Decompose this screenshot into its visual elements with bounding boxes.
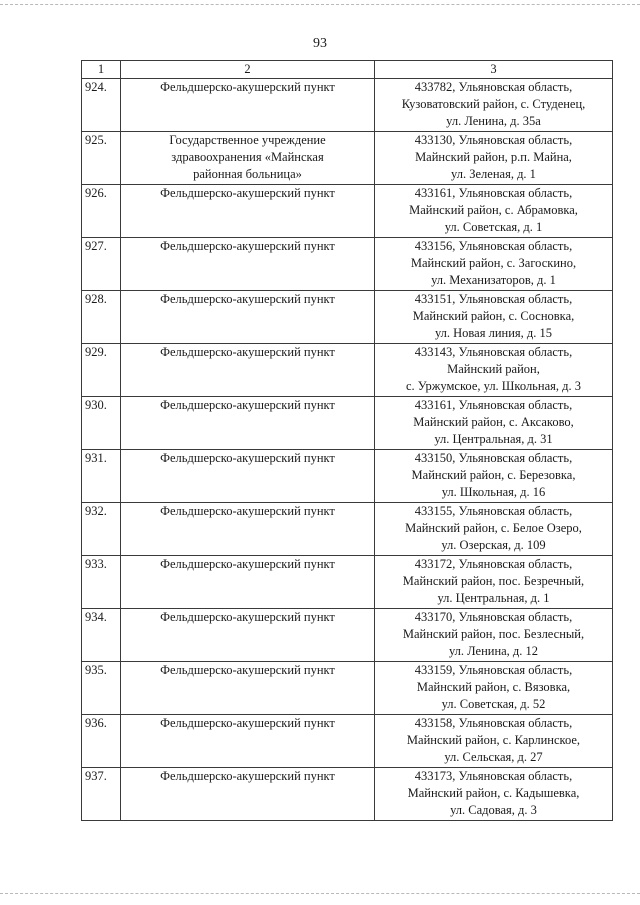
address-line: ул. Центральная, д. 31 bbox=[434, 432, 553, 446]
institution-name bbox=[121, 715, 375, 768]
column-header-name: 2 bbox=[121, 61, 375, 79]
institution-address bbox=[375, 397, 613, 450]
institution-name bbox=[121, 291, 375, 344]
institution-name-line: Фельдшерско-акушерский пункт bbox=[160, 451, 335, 465]
address-line: ул. Центральная, д. 1 bbox=[437, 591, 550, 605]
institution-address bbox=[375, 238, 613, 291]
row-number: 931. bbox=[82, 450, 121, 503]
address-line: ул. Советская, д. 52 bbox=[441, 697, 546, 711]
institution-name bbox=[121, 450, 375, 503]
address-line: 433151, Ульяновская область, bbox=[414, 292, 573, 306]
address-line: с. Уржумское, ул. Школьная, д. 3 bbox=[406, 379, 581, 393]
address-line: 433161, Ульяновская область, bbox=[414, 186, 573, 200]
address-line: ул. Зеленая, д. 1 bbox=[451, 167, 536, 181]
address-line: 433130, Ульяновская область, bbox=[414, 133, 573, 147]
address-line: Майнский район, пос. Безречный, bbox=[402, 574, 585, 588]
institution-name-line: Фельдшерско-акушерский пункт bbox=[160, 345, 335, 359]
address-line: ул. Садовая, д. 3 bbox=[450, 803, 537, 817]
row-number: 933. bbox=[82, 556, 121, 609]
institution-name-line: Фельдшерско-акушерский пункт bbox=[160, 557, 335, 571]
institution-name-line: Фельдшерско-акушерский пункт bbox=[160, 663, 335, 677]
table-row bbox=[82, 556, 613, 609]
row-number: 935. bbox=[82, 662, 121, 715]
address-line: Майнский район, с. Абрамовка, bbox=[409, 203, 578, 217]
institution-name bbox=[121, 185, 375, 238]
address-line: ул. Ленина, д. 12 bbox=[448, 644, 539, 658]
row-number: 932. bbox=[82, 503, 121, 556]
institution-address bbox=[375, 291, 613, 344]
scan-edge-top bbox=[0, 4, 640, 5]
institution-name-line: Фельдшерско-акушерский пункт bbox=[160, 398, 335, 412]
table-row bbox=[82, 185, 613, 238]
institution-name bbox=[121, 132, 375, 185]
institution-name bbox=[121, 397, 375, 450]
address-line: 433150, Ульяновская область, bbox=[414, 451, 573, 465]
address-line: ул. Школьная, д. 16 bbox=[441, 485, 546, 499]
address-line: 433170, Ульяновская область, bbox=[414, 610, 573, 624]
institution-address bbox=[375, 344, 613, 397]
institution-name-line: Фельдшерско-акушерский пункт bbox=[160, 610, 335, 624]
address-line: Майнский район, с. Кадышевка, bbox=[407, 786, 580, 800]
address-line: Майнский район, с. Вязовка, bbox=[416, 680, 571, 694]
institution-name bbox=[121, 556, 375, 609]
address-line: 433161, Ульяновская область, bbox=[414, 398, 573, 412]
institution-name bbox=[121, 609, 375, 662]
row-number: 937. bbox=[82, 768, 121, 821]
address-line: Кузоватовский район, с. Студенец, bbox=[401, 97, 586, 111]
address-line: 433173, Ульяновская область, bbox=[414, 769, 573, 783]
registry-table bbox=[81, 60, 613, 821]
address-line: ул. Сельская, д. 27 bbox=[444, 750, 543, 764]
address-line: 433159, Ульяновская область, bbox=[414, 663, 573, 677]
address-line: ул. Ленина, д. 35а bbox=[446, 114, 541, 128]
institution-name-line: здравоохранения «Майнская bbox=[171, 150, 324, 164]
column-header-number: 1 bbox=[82, 61, 121, 79]
table-row bbox=[82, 662, 613, 715]
scan-edge-bottom bbox=[0, 893, 640, 894]
address-line: 433172, Ульяновская область, bbox=[414, 557, 573, 571]
address-line: ул. Озерская, д. 109 bbox=[441, 538, 546, 552]
institution-address bbox=[375, 768, 613, 821]
row-number: 930. bbox=[82, 397, 121, 450]
institution-address bbox=[375, 79, 613, 132]
institution-address bbox=[375, 503, 613, 556]
address-line: Майнский район, с. Белое Озеро, bbox=[405, 521, 582, 535]
table-row bbox=[82, 715, 613, 768]
address-line: Майнский район, с. Березовка, bbox=[411, 468, 576, 482]
institution-name-line: Фельдшерско-акушерский пункт bbox=[160, 292, 335, 306]
address-line: 433156, Ульяновская область, bbox=[414, 239, 573, 253]
institution-name-line: Фельдшерско-акушерский пункт bbox=[160, 504, 335, 518]
address-line: 433143, Ульяновская область, bbox=[414, 345, 573, 359]
address-line: Майнский район, с. Карлинское, bbox=[406, 733, 581, 747]
institution-name-line: Государственное учреждение bbox=[169, 133, 326, 147]
institution-name-line: Фельдшерско-акушерский пункт bbox=[160, 80, 335, 94]
table-row bbox=[82, 397, 613, 450]
table-row bbox=[82, 609, 613, 662]
institution-name bbox=[121, 768, 375, 821]
address-line: Майнский район, с. Сосновка, bbox=[412, 309, 575, 323]
row-number: 927. bbox=[82, 238, 121, 291]
address-line: Майнский район, р.п. Майна, bbox=[415, 150, 572, 164]
institution-address bbox=[375, 450, 613, 503]
institution-address bbox=[375, 715, 613, 768]
institution-name-line: Фельдшерско-акушерский пункт bbox=[160, 186, 335, 200]
institution-address bbox=[375, 609, 613, 662]
address-line: ул. Советская, д. 1 bbox=[444, 220, 543, 234]
row-number: 929. bbox=[82, 344, 121, 397]
table-row bbox=[82, 291, 613, 344]
table-row bbox=[82, 503, 613, 556]
column-header-address: 3 bbox=[375, 61, 613, 79]
institution-name bbox=[121, 344, 375, 397]
table-row bbox=[82, 450, 613, 503]
institution-name-line: Фельдшерско-акушерский пункт bbox=[160, 716, 335, 730]
address-line: ул. Новая линия, д. 15 bbox=[434, 326, 553, 340]
institution-name bbox=[121, 662, 375, 715]
address-line: Майнский район, bbox=[447, 362, 540, 376]
row-number: 924. bbox=[82, 79, 121, 132]
institution-name-line: районная больница» bbox=[193, 167, 302, 181]
institution-name bbox=[121, 238, 375, 291]
address-line: 433782, Ульяновская область, bbox=[414, 80, 573, 94]
institution-address bbox=[375, 556, 613, 609]
row-number: 936. bbox=[82, 715, 121, 768]
row-number: 928. bbox=[82, 291, 121, 344]
institution-address bbox=[375, 132, 613, 185]
address-line: 433155, Ульяновская область, bbox=[414, 504, 573, 518]
address-line: Майнский район, пос. Безлесный, bbox=[402, 627, 585, 641]
institution-name-line: Фельдшерско-акушерский пункт bbox=[160, 239, 335, 253]
row-number: 934. bbox=[82, 609, 121, 662]
page-number: 93 bbox=[313, 36, 327, 51]
address-line: 433158, Ульяновская область, bbox=[414, 716, 573, 730]
registry-table-body bbox=[82, 79, 613, 821]
table-header-row bbox=[82, 61, 613, 79]
row-number: 925. bbox=[82, 132, 121, 185]
address-line: ул. Механизаторов, д. 1 bbox=[431, 273, 556, 287]
table-row bbox=[82, 768, 613, 821]
address-line: Майнский район, с. Аксаково, bbox=[413, 415, 574, 429]
institution-name bbox=[121, 503, 375, 556]
table-row bbox=[82, 344, 613, 397]
table-row bbox=[82, 238, 613, 291]
row-number: 926. bbox=[82, 185, 121, 238]
institution-address bbox=[375, 662, 613, 715]
institution-address bbox=[375, 185, 613, 238]
table-row bbox=[82, 132, 613, 185]
table-row bbox=[82, 79, 613, 132]
institution-name-line: Фельдшерско-акушерский пункт bbox=[160, 769, 335, 783]
institution-name bbox=[121, 79, 375, 132]
address-line: Майнский район, с. Загоскино, bbox=[410, 256, 577, 270]
